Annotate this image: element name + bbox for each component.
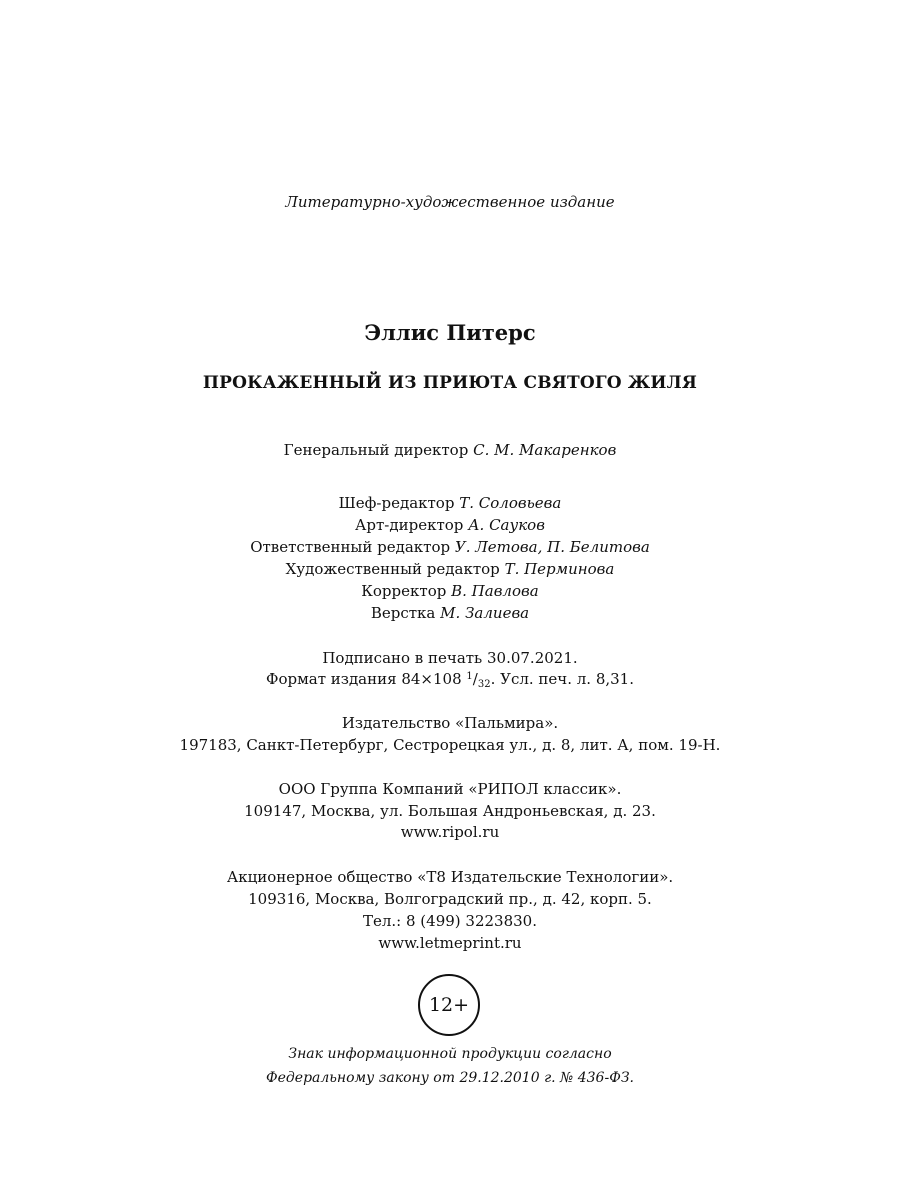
staff-line-layout [0, 604, 900, 622]
age-note-line2: Федеральному закону от 29.12.2010 г. № 436-ФЗ. [266, 1070, 634, 1086]
general-director-name: С. М. Макаренков [473, 441, 617, 459]
distributor-address: 109147, Москва, ул. Большая Андроньевская, д. 23. [244, 802, 656, 820]
staff-role: Арт-директор [355, 516, 464, 534]
staff-line-art-director [0, 516, 900, 534]
printer-website: www.letmeprint.ru [378, 934, 522, 952]
age-rating-badge: 12+ [418, 974, 480, 1036]
staff-role: Художественный редактор [285, 560, 500, 578]
staff-name: Т. Перминова [504, 560, 615, 578]
print-format [0, 670, 900, 690]
staff-role: Верстка [370, 604, 436, 622]
staff-name: Т. Соловьева [459, 494, 562, 512]
printer-address: 109316, Москва, Волгоградский пр., д. 42, корп. 5. [248, 890, 652, 908]
staff-name: М. Залиева [440, 604, 530, 622]
staff-line-art-editor [0, 560, 900, 578]
distributor-website: www.ripol.ru [400, 823, 500, 841]
book-title: ПРОКАЖЕННЫЙ ИЗ ПРИЮТА СВЯТОГО ЖИЛЯ [202, 373, 698, 393]
printer-phone: Тел.: 8 (499) 3223830. [363, 912, 537, 930]
publisher-name: Издательство «Пальмира». [341, 714, 559, 732]
staff-line-proofreader [0, 582, 900, 600]
distributor-name: ООО Группа Компаний «РИПОЛ классик». [278, 780, 622, 798]
staff-name: У. Летова, [454, 538, 543, 556]
general-director-role: Генеральный директор [283, 441, 469, 459]
author-name: Эллис Питерс [364, 320, 536, 345]
staff-name: А. Сауков [468, 516, 545, 534]
fraction-denominator: 32 [477, 679, 491, 690]
signed-to-print: Подписано в печать 30.07.2021. [322, 649, 578, 667]
format-prefix: Формат издания 84×108 [266, 670, 462, 688]
general-director-line [0, 441, 900, 459]
staff-line-responsible-editor [0, 538, 900, 556]
staff-role: Корректор [361, 582, 447, 600]
edition-type: Литературно-художественное издание [285, 193, 615, 211]
staff-name-second: П. Белитова [547, 538, 650, 556]
staff-line-chief-editor [0, 494, 900, 512]
age-note-line1: Знак информационной продукции согласно [288, 1046, 612, 1062]
format-fraction: $^1/_{32}$ [466, 670, 491, 690]
staff-role: Ответственный редактор [250, 538, 451, 556]
format-suffix: . Усл. печ. л. 8,31. [490, 670, 634, 688]
staff-name: В. Павлова [451, 582, 539, 600]
publisher-address: 197183, Санкт-Петербург, Сестрорецкая ул., д. 8, лит. А, пом. 19-Н. [179, 736, 721, 754]
printer-name: Акционерное общество «Т8 Издательские Технологии». [226, 868, 674, 886]
staff-role: Шеф-редактор [338, 494, 455, 512]
fraction-numerator: 1 [466, 671, 473, 682]
